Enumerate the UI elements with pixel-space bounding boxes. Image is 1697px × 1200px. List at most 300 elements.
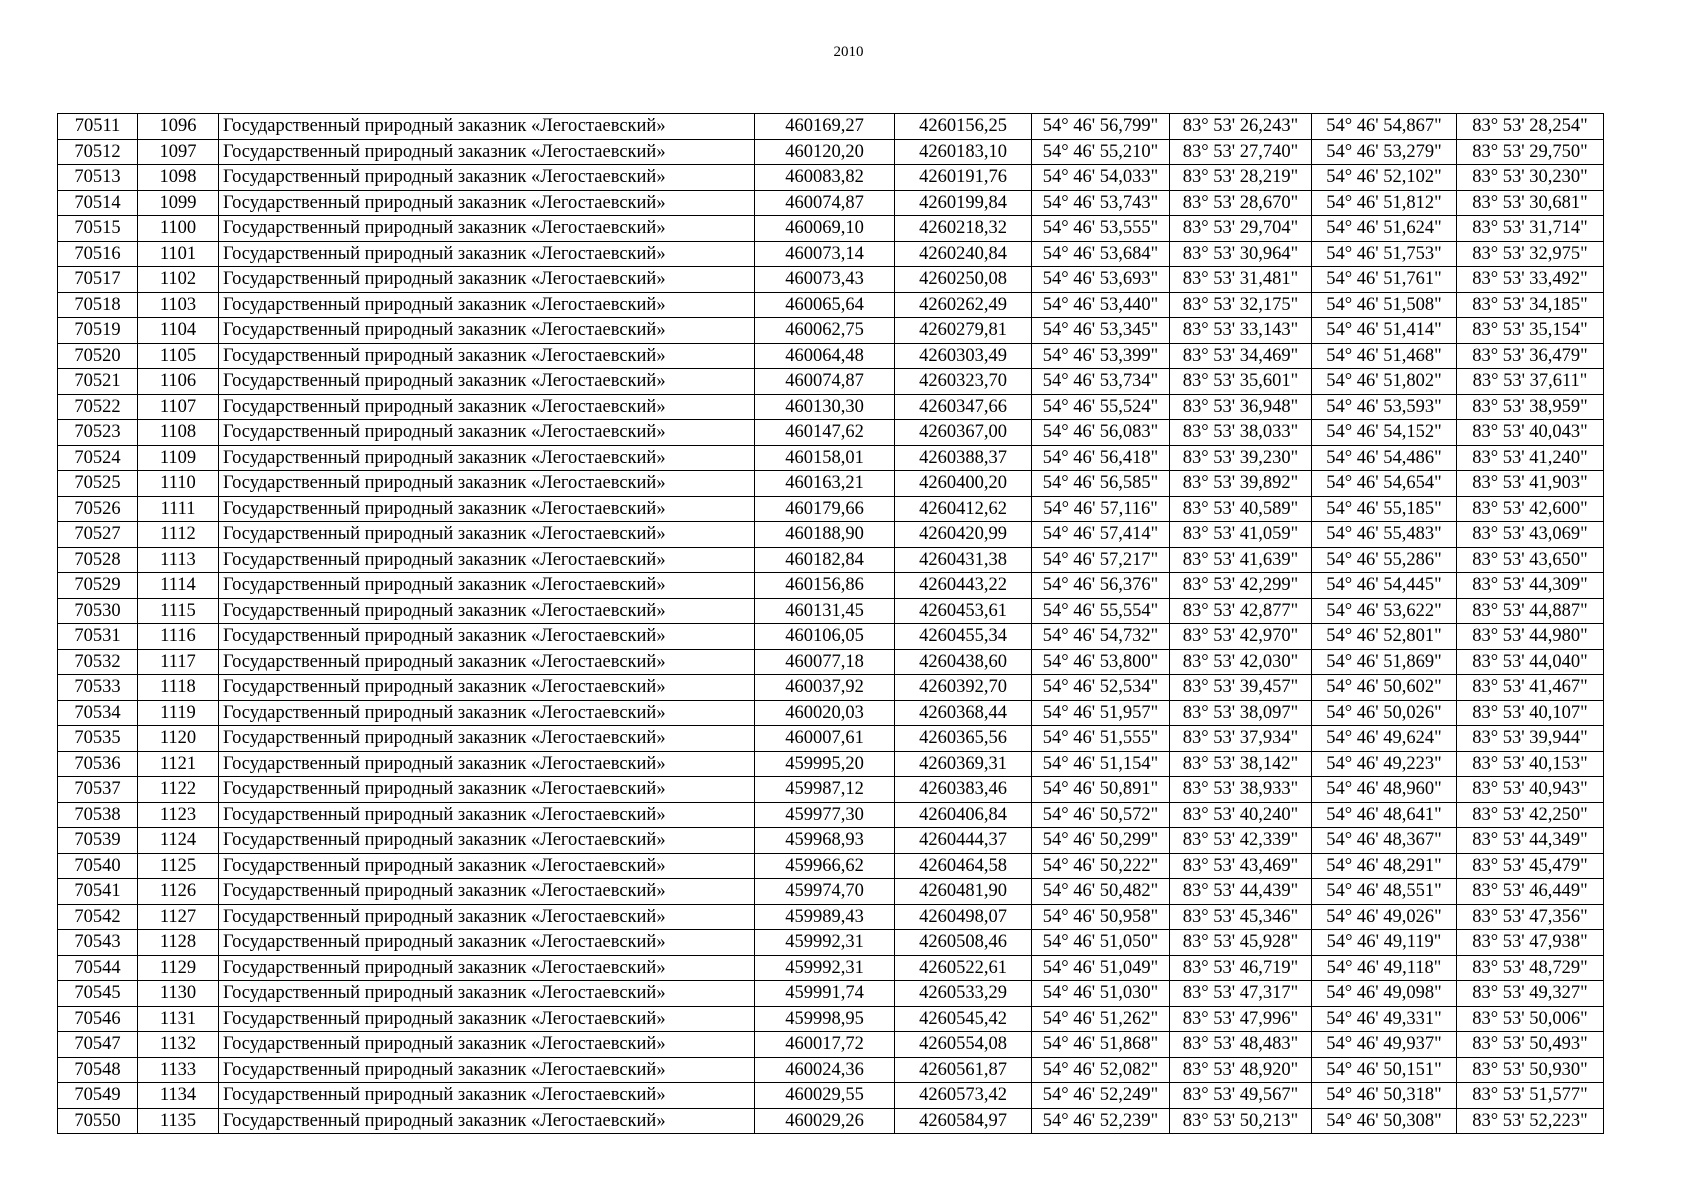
area-name-cell: Государственный природный заказник «Легостаевский» (219, 522, 755, 548)
y-coordinate-cell: 4260522,61 (895, 955, 1032, 981)
latitude-2-cell: 54° 46' 51,753" (1312, 241, 1457, 267)
x-coordinate-cell: 459991,74 (755, 981, 895, 1007)
x-coordinate-cell: 460064,48 (755, 343, 895, 369)
latitude-2-cell: 54° 46' 53,622" (1312, 598, 1457, 624)
latitude-1-cell: 54° 46' 51,262" (1032, 1006, 1170, 1032)
longitude-2-cell: 83° 53' 44,887" (1457, 598, 1604, 624)
table-row (58, 1108, 1604, 1134)
longitude-2-cell: 83° 53' 37,611" (1457, 369, 1604, 395)
x-coordinate-cell: 460147,62 (755, 420, 895, 446)
table-row (58, 318, 1604, 344)
x-coordinate-cell: 460182,84 (755, 547, 895, 573)
x-coordinate-cell: 460083,82 (755, 165, 895, 191)
latitude-1-cell: 54° 46' 53,440" (1032, 292, 1170, 318)
record-id-cell: 70548 (58, 1057, 138, 1083)
longitude-1-cell: 83° 53' 33,143" (1170, 318, 1312, 344)
area-name-cell: Государственный природный заказник «Легостаевский» (219, 930, 755, 956)
y-coordinate-cell: 4260365,56 (895, 726, 1032, 752)
area-name-cell: Государственный природный заказник «Легостаевский» (219, 369, 755, 395)
longitude-2-cell: 83° 53' 42,250" (1457, 802, 1604, 828)
longitude-2-cell: 83° 53' 38,959" (1457, 394, 1604, 420)
longitude-2-cell: 83° 53' 47,356" (1457, 904, 1604, 930)
latitude-2-cell: 54° 46' 55,483" (1312, 522, 1457, 548)
latitude-1-cell: 54° 46' 53,684" (1032, 241, 1170, 267)
area-name-cell: Государственный природный заказник «Легостаевский» (219, 802, 755, 828)
table-row (58, 241, 1604, 267)
record-id-cell: 70549 (58, 1083, 138, 1109)
record-id-cell: 70543 (58, 930, 138, 956)
y-coordinate-cell: 4260453,61 (895, 598, 1032, 624)
point-number-cell: 1110 (138, 471, 219, 497)
coordinates-table (57, 113, 1604, 1134)
longitude-1-cell: 83° 53' 27,740" (1170, 139, 1312, 165)
longitude-2-cell: 83° 53' 42,600" (1457, 496, 1604, 522)
latitude-2-cell: 54° 46' 52,102" (1312, 165, 1457, 191)
area-name-cell: Государственный природный заказник «Легостаевский» (219, 343, 755, 369)
longitude-1-cell: 83° 53' 32,175" (1170, 292, 1312, 318)
table-row (58, 343, 1604, 369)
table-row (58, 190, 1604, 216)
point-number-cell: 1104 (138, 318, 219, 344)
area-name-cell: Государственный природный заказник «Легостаевский» (219, 292, 755, 318)
record-id-cell: 70516 (58, 241, 138, 267)
longitude-2-cell: 83° 53' 31,714" (1457, 216, 1604, 242)
longitude-2-cell: 83° 53' 44,309" (1457, 573, 1604, 599)
point-number-cell: 1124 (138, 828, 219, 854)
table-row (58, 420, 1604, 446)
longitude-2-cell: 83° 53' 47,938" (1457, 930, 1604, 956)
longitude-1-cell: 83° 53' 47,317" (1170, 981, 1312, 1007)
record-id-cell: 70514 (58, 190, 138, 216)
record-id-cell: 70539 (58, 828, 138, 854)
latitude-1-cell: 54° 46' 53,800" (1032, 649, 1170, 675)
y-coordinate-cell: 4260323,70 (895, 369, 1032, 395)
x-coordinate-cell: 460156,86 (755, 573, 895, 599)
table-row (58, 165, 1604, 191)
longitude-1-cell: 83° 53' 28,219" (1170, 165, 1312, 191)
longitude-2-cell: 83° 53' 44,040" (1457, 649, 1604, 675)
latitude-1-cell: 54° 46' 50,299" (1032, 828, 1170, 854)
point-number-cell: 1134 (138, 1083, 219, 1109)
latitude-1-cell: 54° 46' 57,116" (1032, 496, 1170, 522)
table-row (58, 1032, 1604, 1058)
latitude-1-cell: 54° 46' 54,033" (1032, 165, 1170, 191)
area-name-cell: Государственный природный заказник «Легостаевский» (219, 573, 755, 599)
longitude-1-cell: 83° 53' 38,097" (1170, 700, 1312, 726)
longitude-1-cell: 83° 53' 39,892" (1170, 471, 1312, 497)
longitude-2-cell: 83° 53' 29,750" (1457, 139, 1604, 165)
longitude-2-cell: 83° 53' 50,006" (1457, 1006, 1604, 1032)
longitude-1-cell: 83° 53' 31,481" (1170, 267, 1312, 293)
x-coordinate-cell: 460106,05 (755, 624, 895, 650)
y-coordinate-cell: 4260250,08 (895, 267, 1032, 293)
longitude-1-cell: 83° 53' 37,934" (1170, 726, 1312, 752)
table-row (58, 598, 1604, 624)
longitude-2-cell: 83° 53' 52,223" (1457, 1108, 1604, 1134)
x-coordinate-cell: 459968,93 (755, 828, 895, 854)
area-name-cell: Государственный природный заказник «Легостаевский» (219, 904, 755, 930)
y-coordinate-cell: 4260183,10 (895, 139, 1032, 165)
x-coordinate-cell: 460120,20 (755, 139, 895, 165)
longitude-1-cell: 83° 53' 42,970" (1170, 624, 1312, 650)
y-coordinate-cell: 4260388,37 (895, 445, 1032, 471)
point-number-cell: 1106 (138, 369, 219, 395)
y-coordinate-cell: 4260431,38 (895, 547, 1032, 573)
x-coordinate-cell: 459977,30 (755, 802, 895, 828)
longitude-2-cell: 83° 53' 44,980" (1457, 624, 1604, 650)
x-coordinate-cell: 460037,92 (755, 675, 895, 701)
latitude-2-cell: 54° 46' 53,593" (1312, 394, 1457, 420)
point-number-cell: 1129 (138, 955, 219, 981)
latitude-2-cell: 54° 46' 54,867" (1312, 114, 1457, 140)
y-coordinate-cell: 4260262,49 (895, 292, 1032, 318)
x-coordinate-cell: 459966,62 (755, 853, 895, 879)
area-name-cell: Государственный природный заказник «Легостаевский» (219, 394, 755, 420)
longitude-2-cell: 83° 53' 41,467" (1457, 675, 1604, 701)
x-coordinate-cell: 460169,27 (755, 114, 895, 140)
longitude-1-cell: 83° 53' 41,639" (1170, 547, 1312, 573)
latitude-1-cell: 54° 46' 53,693" (1032, 267, 1170, 293)
record-id-cell: 70518 (58, 292, 138, 318)
longitude-1-cell: 83° 53' 38,033" (1170, 420, 1312, 446)
longitude-2-cell: 83° 53' 40,153" (1457, 751, 1604, 777)
x-coordinate-cell: 460074,87 (755, 369, 895, 395)
longitude-2-cell: 83° 53' 34,185" (1457, 292, 1604, 318)
area-name-cell: Государственный природный заказник «Легостаевский» (219, 318, 755, 344)
record-id-cell: 70515 (58, 216, 138, 242)
x-coordinate-cell: 460029,55 (755, 1083, 895, 1109)
record-id-cell: 70535 (58, 726, 138, 752)
point-number-cell: 1113 (138, 547, 219, 573)
latitude-2-cell: 54° 46' 48,367" (1312, 828, 1457, 854)
latitude-2-cell: 54° 46' 55,286" (1312, 547, 1457, 573)
point-number-cell: 1107 (138, 394, 219, 420)
record-id-cell: 70517 (58, 267, 138, 293)
table-row (58, 114, 1604, 140)
table-row (58, 496, 1604, 522)
point-number-cell: 1122 (138, 777, 219, 803)
y-coordinate-cell: 4260533,29 (895, 981, 1032, 1007)
x-coordinate-cell: 459987,12 (755, 777, 895, 803)
y-coordinate-cell: 4260498,07 (895, 904, 1032, 930)
latitude-1-cell: 54° 46' 50,482" (1032, 879, 1170, 905)
area-name-cell: Государственный природный заказник «Легостаевский» (219, 1006, 755, 1032)
record-id-cell: 70511 (58, 114, 138, 140)
table-row (58, 675, 1604, 701)
area-name-cell: Государственный природный заказник «Легостаевский» (219, 700, 755, 726)
area-name-cell: Государственный природный заказник «Легостаевский» (219, 981, 755, 1007)
area-name-cell: Государственный природный заказник «Легостаевский» (219, 777, 755, 803)
latitude-1-cell: 54° 46' 57,414" (1032, 522, 1170, 548)
table-row (58, 369, 1604, 395)
point-number-cell: 1097 (138, 139, 219, 165)
area-name-cell: Государственный природный заказник «Легостаевский» (219, 216, 755, 242)
x-coordinate-cell: 460024,36 (755, 1057, 895, 1083)
table-row (58, 573, 1604, 599)
point-number-cell: 1132 (138, 1032, 219, 1058)
latitude-2-cell: 54° 46' 48,641" (1312, 802, 1457, 828)
table-row (58, 930, 1604, 956)
latitude-1-cell: 54° 46' 56,376" (1032, 573, 1170, 599)
longitude-2-cell: 83° 53' 36,479" (1457, 343, 1604, 369)
latitude-2-cell: 54° 46' 49,119" (1312, 930, 1457, 956)
latitude-1-cell: 54° 46' 54,732" (1032, 624, 1170, 650)
latitude-1-cell: 54° 46' 52,082" (1032, 1057, 1170, 1083)
table-row (58, 1083, 1604, 1109)
record-id-cell: 70544 (58, 955, 138, 981)
latitude-1-cell: 54° 46' 53,734" (1032, 369, 1170, 395)
longitude-2-cell: 83° 53' 50,930" (1457, 1057, 1604, 1083)
record-id-cell: 70519 (58, 318, 138, 344)
x-coordinate-cell: 460188,90 (755, 522, 895, 548)
longitude-1-cell: 83° 53' 26,243" (1170, 114, 1312, 140)
longitude-1-cell: 83° 53' 38,142" (1170, 751, 1312, 777)
table-row (58, 471, 1604, 497)
y-coordinate-cell: 4260240,84 (895, 241, 1032, 267)
latitude-1-cell: 54° 46' 55,210" (1032, 139, 1170, 165)
area-name-cell: Государственный природный заказник «Легостаевский» (219, 114, 755, 140)
record-id-cell: 70512 (58, 139, 138, 165)
x-coordinate-cell: 460163,21 (755, 471, 895, 497)
latitude-1-cell: 54° 46' 52,534" (1032, 675, 1170, 701)
longitude-2-cell: 83° 53' 43,650" (1457, 547, 1604, 573)
latitude-2-cell: 54° 46' 50,602" (1312, 675, 1457, 701)
latitude-1-cell: 54° 46' 52,249" (1032, 1083, 1170, 1109)
latitude-2-cell: 54° 46' 49,118" (1312, 955, 1457, 981)
longitude-2-cell: 83° 53' 33,492" (1457, 267, 1604, 293)
record-id-cell: 70524 (58, 445, 138, 471)
y-coordinate-cell: 4260481,90 (895, 879, 1032, 905)
record-id-cell: 70526 (58, 496, 138, 522)
longitude-1-cell: 83° 53' 42,339" (1170, 828, 1312, 854)
y-coordinate-cell: 4260368,44 (895, 700, 1032, 726)
longitude-2-cell: 83° 53' 44,349" (1457, 828, 1604, 854)
latitude-2-cell: 54° 46' 51,414" (1312, 318, 1457, 344)
longitude-1-cell: 83° 53' 38,933" (1170, 777, 1312, 803)
y-coordinate-cell: 4260369,31 (895, 751, 1032, 777)
longitude-1-cell: 83° 53' 45,346" (1170, 904, 1312, 930)
point-number-cell: 1117 (138, 649, 219, 675)
longitude-2-cell: 83° 53' 51,577" (1457, 1083, 1604, 1109)
table-row (58, 828, 1604, 854)
table-row (58, 981, 1604, 1007)
table-row (58, 649, 1604, 675)
longitude-1-cell: 83° 53' 48,920" (1170, 1057, 1312, 1083)
x-coordinate-cell: 459974,70 (755, 879, 895, 905)
longitude-1-cell: 83° 53' 42,299" (1170, 573, 1312, 599)
table-row (58, 522, 1604, 548)
latitude-2-cell: 54° 46' 54,445" (1312, 573, 1457, 599)
longitude-2-cell: 83° 53' 32,975" (1457, 241, 1604, 267)
y-coordinate-cell: 4260554,08 (895, 1032, 1032, 1058)
longitude-1-cell: 83° 53' 30,964" (1170, 241, 1312, 267)
table-row (58, 445, 1604, 471)
record-id-cell: 70525 (58, 471, 138, 497)
point-number-cell: 1126 (138, 879, 219, 905)
record-id-cell: 70528 (58, 547, 138, 573)
longitude-1-cell: 83° 53' 43,469" (1170, 853, 1312, 879)
y-coordinate-cell: 4260400,20 (895, 471, 1032, 497)
table-row (58, 853, 1604, 879)
latitude-1-cell: 54° 46' 51,868" (1032, 1032, 1170, 1058)
point-number-cell: 1116 (138, 624, 219, 650)
longitude-1-cell: 83° 53' 34,469" (1170, 343, 1312, 369)
latitude-2-cell: 54° 46' 52,801" (1312, 624, 1457, 650)
longitude-1-cell: 83° 53' 50,213" (1170, 1108, 1312, 1134)
longitude-2-cell: 83° 53' 35,154" (1457, 318, 1604, 344)
longitude-2-cell: 83° 53' 48,729" (1457, 955, 1604, 981)
x-coordinate-cell: 460179,66 (755, 496, 895, 522)
record-id-cell: 70522 (58, 394, 138, 420)
latitude-1-cell: 54° 46' 56,585" (1032, 471, 1170, 497)
table-row (58, 1057, 1604, 1083)
longitude-2-cell: 83° 53' 43,069" (1457, 522, 1604, 548)
latitude-2-cell: 54° 46' 50,151" (1312, 1057, 1457, 1083)
latitude-1-cell: 54° 46' 51,050" (1032, 930, 1170, 956)
y-coordinate-cell: 4260438,60 (895, 649, 1032, 675)
area-name-cell: Государственный природный заказник «Легостаевский» (219, 649, 755, 675)
latitude-2-cell: 54° 46' 48,291" (1312, 853, 1457, 879)
longitude-2-cell: 83° 53' 28,254" (1457, 114, 1604, 140)
latitude-2-cell: 54° 46' 49,026" (1312, 904, 1457, 930)
longitude-2-cell: 83° 53' 41,903" (1457, 471, 1604, 497)
area-name-cell: Государственный природный заказник «Легостаевский» (219, 598, 755, 624)
record-id-cell: 70542 (58, 904, 138, 930)
point-number-cell: 1131 (138, 1006, 219, 1032)
x-coordinate-cell: 459992,31 (755, 930, 895, 956)
point-number-cell: 1111 (138, 496, 219, 522)
latitude-2-cell: 54° 46' 51,624" (1312, 216, 1457, 242)
longitude-1-cell: 83° 53' 42,030" (1170, 649, 1312, 675)
point-number-cell: 1100 (138, 216, 219, 242)
table-row (58, 1006, 1604, 1032)
latitude-1-cell: 54° 46' 50,222" (1032, 853, 1170, 879)
x-coordinate-cell: 460007,61 (755, 726, 895, 752)
record-id-cell: 70532 (58, 649, 138, 675)
x-coordinate-cell: 460062,75 (755, 318, 895, 344)
latitude-1-cell: 54° 46' 51,957" (1032, 700, 1170, 726)
latitude-2-cell: 54° 46' 48,960" (1312, 777, 1457, 803)
table-row (58, 726, 1604, 752)
longitude-1-cell: 83° 53' 49,567" (1170, 1083, 1312, 1109)
y-coordinate-cell: 4260347,66 (895, 394, 1032, 420)
y-coordinate-cell: 4260279,81 (895, 318, 1032, 344)
point-number-cell: 1130 (138, 981, 219, 1007)
longitude-1-cell: 83° 53' 42,877" (1170, 598, 1312, 624)
record-id-cell: 70529 (58, 573, 138, 599)
latitude-1-cell: 54° 46' 53,743" (1032, 190, 1170, 216)
point-number-cell: 1108 (138, 420, 219, 446)
table-row (58, 955, 1604, 981)
page-number: 2010 (833, 44, 864, 60)
record-id-cell: 70527 (58, 522, 138, 548)
x-coordinate-cell: 459995,20 (755, 751, 895, 777)
longitude-2-cell: 83° 53' 40,043" (1457, 420, 1604, 446)
record-id-cell: 70536 (58, 751, 138, 777)
table-row (58, 802, 1604, 828)
record-id-cell: 70537 (58, 777, 138, 803)
longitude-2-cell: 83° 53' 41,240" (1457, 445, 1604, 471)
latitude-1-cell: 54° 46' 55,524" (1032, 394, 1170, 420)
latitude-2-cell: 54° 46' 55,185" (1312, 496, 1457, 522)
latitude-1-cell: 54° 46' 52,239" (1032, 1108, 1170, 1134)
record-id-cell: 70521 (58, 369, 138, 395)
latitude-2-cell: 54° 46' 54,152" (1312, 420, 1457, 446)
y-coordinate-cell: 4260303,49 (895, 343, 1032, 369)
x-coordinate-cell: 459989,43 (755, 904, 895, 930)
record-id-cell: 70545 (58, 981, 138, 1007)
y-coordinate-cell: 4260444,37 (895, 828, 1032, 854)
point-number-cell: 1118 (138, 675, 219, 701)
area-name-cell: Государственный природный заказник «Легостаевский» (219, 139, 755, 165)
area-name-cell: Государственный природный заказник «Легостаевский» (219, 726, 755, 752)
latitude-2-cell: 54° 46' 51,812" (1312, 190, 1457, 216)
record-id-cell: 70523 (58, 420, 138, 446)
y-coordinate-cell: 4260412,62 (895, 496, 1032, 522)
x-coordinate-cell: 460074,87 (755, 190, 895, 216)
area-name-cell: Государственный природный заказник «Легостаевский» (219, 165, 755, 191)
longitude-2-cell: 83° 53' 39,944" (1457, 726, 1604, 752)
area-name-cell: Государственный природный заказник «Легостаевский» (219, 828, 755, 854)
point-number-cell: 1109 (138, 445, 219, 471)
point-number-cell: 1114 (138, 573, 219, 599)
area-name-cell: Государственный природный заказник «Легостаевский» (219, 267, 755, 293)
table-row (58, 139, 1604, 165)
record-id-cell: 70540 (58, 853, 138, 879)
area-name-cell: Государственный природный заказник «Легостаевский» (219, 1032, 755, 1058)
longitude-2-cell: 83° 53' 30,681" (1457, 190, 1604, 216)
record-id-cell: 70530 (58, 598, 138, 624)
table-row (58, 700, 1604, 726)
y-coordinate-cell: 4260383,46 (895, 777, 1032, 803)
latitude-2-cell: 54° 46' 54,486" (1312, 445, 1457, 471)
y-coordinate-cell: 4260406,84 (895, 802, 1032, 828)
area-name-cell: Государственный природный заказник «Легостаевский» (219, 879, 755, 905)
latitude-2-cell: 54° 46' 50,308" (1312, 1108, 1457, 1134)
latitude-1-cell: 54° 46' 56,799" (1032, 114, 1170, 140)
area-name-cell: Государственный природный заказник «Легостаевский» (219, 675, 755, 701)
y-coordinate-cell: 4260443,22 (895, 573, 1032, 599)
table-row (58, 292, 1604, 318)
longitude-2-cell: 83° 53' 50,493" (1457, 1032, 1604, 1058)
area-name-cell: Государственный природный заказник «Легостаевский» (219, 624, 755, 650)
latitude-1-cell: 54° 46' 50,572" (1032, 802, 1170, 828)
table-row (58, 394, 1604, 420)
longitude-1-cell: 83° 53' 41,059" (1170, 522, 1312, 548)
x-coordinate-cell: 459992,31 (755, 955, 895, 981)
area-name-cell: Государственный природный заказник «Легостаевский» (219, 445, 755, 471)
longitude-2-cell: 83° 53' 45,479" (1457, 853, 1604, 879)
table-row (58, 547, 1604, 573)
y-coordinate-cell: 4260199,84 (895, 190, 1032, 216)
record-id-cell: 70520 (58, 343, 138, 369)
latitude-1-cell: 54° 46' 53,399" (1032, 343, 1170, 369)
longitude-2-cell: 83° 53' 40,107" (1457, 700, 1604, 726)
y-coordinate-cell: 4260218,32 (895, 216, 1032, 242)
latitude-1-cell: 54° 46' 56,418" (1032, 445, 1170, 471)
y-coordinate-cell: 4260191,76 (895, 165, 1032, 191)
longitude-1-cell: 83° 53' 35,601" (1170, 369, 1312, 395)
area-name-cell: Государственный природный заказник «Легостаевский» (219, 190, 755, 216)
y-coordinate-cell: 4260561,87 (895, 1057, 1032, 1083)
latitude-1-cell: 54° 46' 51,030" (1032, 981, 1170, 1007)
latitude-2-cell: 54° 46' 54,654" (1312, 471, 1457, 497)
latitude-2-cell: 54° 46' 48,551" (1312, 879, 1457, 905)
record-id-cell: 70546 (58, 1006, 138, 1032)
area-name-cell: Государственный природный заказник «Легостаевский» (219, 1108, 755, 1134)
longitude-1-cell: 83° 53' 40,589" (1170, 496, 1312, 522)
longitude-2-cell: 83° 53' 40,943" (1457, 777, 1604, 803)
